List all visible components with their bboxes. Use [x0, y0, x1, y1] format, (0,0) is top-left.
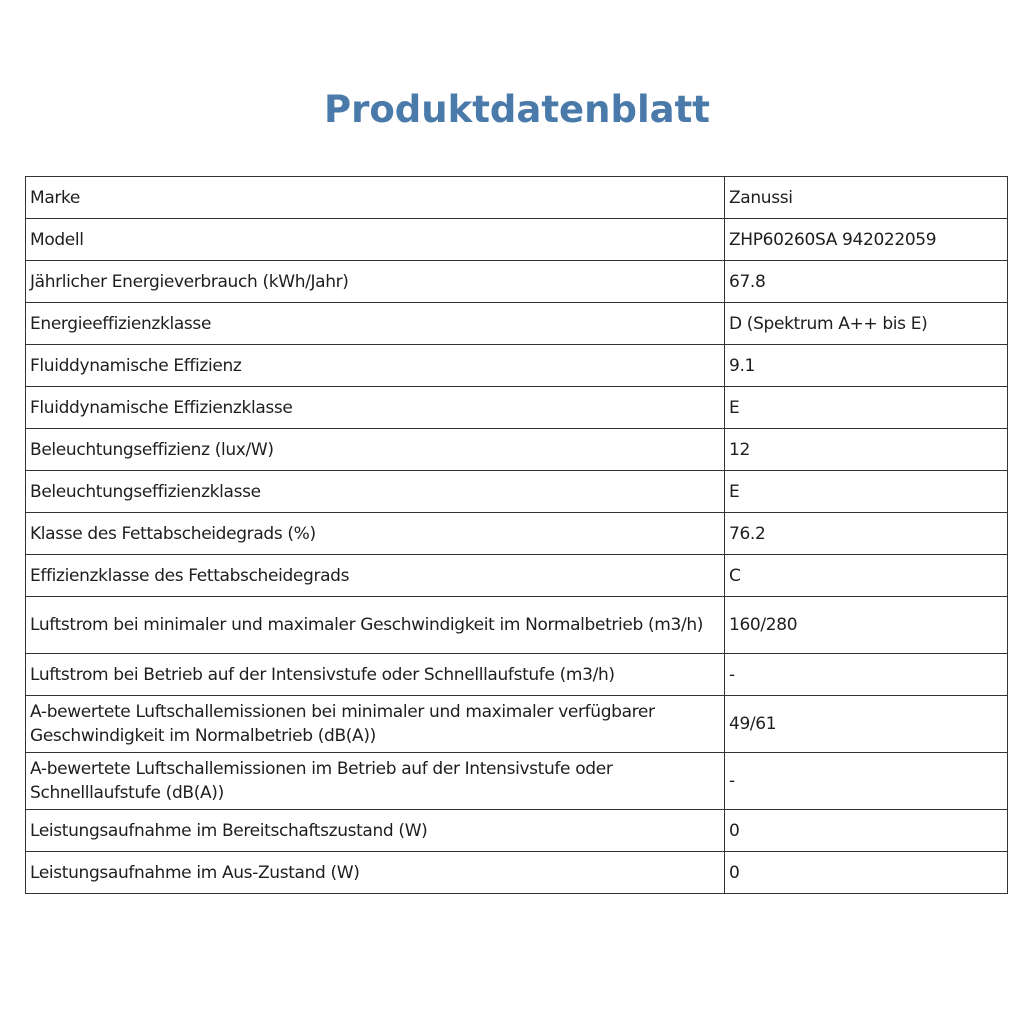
row-label: Jährlicher Energieverbrauch (kWh/Jahr) — [26, 261, 725, 303]
table-row-fluid-efficiency-class — [26, 387, 1008, 429]
row-value: 76.2 — [725, 513, 1008, 555]
table-row-off-power — [26, 852, 1008, 894]
row-value: 9.1 — [725, 345, 1008, 387]
table-row-noise-intensive — [26, 753, 1008, 810]
row-value: E — [725, 387, 1008, 429]
row-value: ZHP60260SA 942022059 — [725, 219, 1008, 261]
row-label: Klasse des Fettabscheidegrads (%) — [26, 513, 725, 555]
row-value: D (Spektrum A++ bis E) — [725, 303, 1008, 345]
row-value: 49/61 — [725, 696, 1008, 753]
row-label: Marke — [26, 177, 725, 219]
table-row-airflow-intensive — [26, 654, 1008, 696]
row-value: - — [725, 753, 1008, 810]
table-row-lighting-efficiency-class — [26, 471, 1008, 513]
table-row-fluid-efficiency — [26, 345, 1008, 387]
row-label: Fluiddynamische Effizienzklasse — [26, 387, 725, 429]
row-label: Beleuchtungseffizienz (lux/W) — [26, 429, 725, 471]
table-row-energy-class — [26, 303, 1008, 345]
row-value: C — [725, 555, 1008, 597]
table-row-lighting-efficiency — [26, 429, 1008, 471]
row-value: - — [725, 654, 1008, 696]
row-label: A-bewertete Luftschallemissionen bei minimaler und maximaler verfügbarer Geschwindigkeit im Normalbetrieb (dB(A)) — [26, 696, 725, 753]
row-label: Luftstrom bei minimaler und maximaler Geschwindigkeit im Normalbetrieb (m3/h) — [26, 597, 725, 654]
row-label: Leistungsaufnahme im Aus-Zustand (W) — [26, 852, 725, 894]
table-row-grease-filtering-class — [26, 555, 1008, 597]
row-value: 0 — [725, 852, 1008, 894]
table-row-model — [26, 219, 1008, 261]
row-value: 67.8 — [725, 261, 1008, 303]
row-label: Leistungsaufnahme im Bereitschaftszustand (W) — [26, 810, 725, 852]
product-data-table — [25, 176, 1008, 894]
row-value: Zanussi — [725, 177, 1008, 219]
row-label: Energieeffizienzklasse — [26, 303, 725, 345]
page-title: Produktdatenblatt — [324, 88, 710, 131]
table-row-grease-filtering — [26, 513, 1008, 555]
row-value: 12 — [725, 429, 1008, 471]
row-value: E — [725, 471, 1008, 513]
row-label: Effizienzklasse des Fettabscheidegrads — [26, 555, 725, 597]
table-row-airflow-normal — [26, 597, 1008, 654]
row-label: Luftstrom bei Betrieb auf der Intensivstufe oder Schnelllaufstufe (m3/h) — [26, 654, 725, 696]
row-label: A-bewertete Luftschallemissionen im Betrieb auf der Intensivstufe oder Schnelllaufstufe (dB(A)) — [26, 753, 725, 810]
table-row-brand — [26, 177, 1008, 219]
row-label: Modell — [26, 219, 725, 261]
row-value: 160/280 — [725, 597, 1008, 654]
row-label: Beleuchtungseffizienzklasse — [26, 471, 725, 513]
table-row-annual-energy — [26, 261, 1008, 303]
table-row-noise-normal — [26, 696, 1008, 753]
row-label: Fluiddynamische Effizienz — [26, 345, 725, 387]
row-value: 0 — [725, 810, 1008, 852]
table-row-standby-power — [26, 810, 1008, 852]
